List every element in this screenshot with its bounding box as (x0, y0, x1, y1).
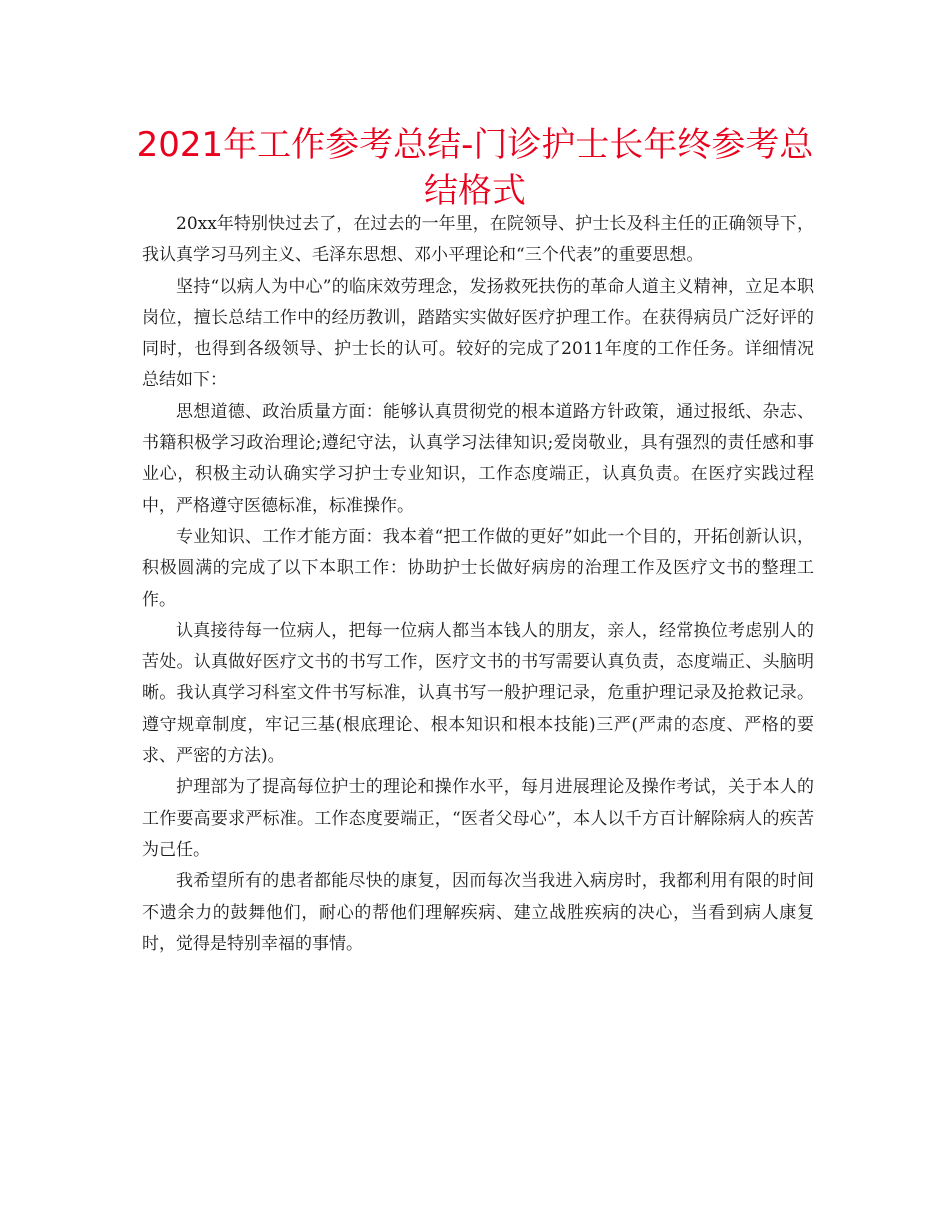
paragraph: 我希望所有的患者都能尽快的康复，因而每次当我进入病房时，我都利用有限的时间不遗余力的鼓舞他们，耐心的帮他们理解疾病、建立战胜疾病的决心，当看到病人康复时，觉得是特别幸福的事情。 (142, 871, 814, 954)
paragraph: 坚持“以病人为中心”的临床效劳理念，发扬救死扶伤的革命人道主义精神，立足本职岗位，擅长总结工作中的经历教训，踏踏实实做好医疗护理工作。在获得病员广泛好评的同时，也得到各级领导、护士长的认可。较好的完成了2011年度的工作任务。详细情况总结如下： (142, 276, 814, 391)
document-body (142, 209, 814, 960)
paragraph: 20xx年特别快过去了，在过去的一年里，在院领导、护士长及科主任的正确领导下，我认真学习马列主义、毛泽东思想、邓小平理论和“三个代表”的重要思想。 (142, 214, 814, 266)
paragraph: 认真接待每一位病人，把每一位病人都当本钱人的朋友，亲人，经常换位考虑别人的苦处。认真做好医疗文书的书写工作，医疗文书的书写需要认真负责，态度端正、头脑明晰。我认真学习科室文件书写标准，认真书写一般护理记录，危重护理记录及抢救记录。遵守规章制度，牢记三基(根底理论、根本知识和根本技能)三严(严肃的态度、严格的要求、严密的方法)。 (142, 620, 814, 767)
document-title: 2021年工作参考总结-门诊护士长年终参考总结格式 (136, 125, 814, 211)
paragraph: 护理部为了提高每位护士的理论和操作水平，每月进展理论及操作考试，关于本人的工作要高要求严标准。工作态度要端正，“医者父母心”，本人以千方百计解除病人的疾苦为己任。 (142, 777, 814, 860)
paragraph: 思想道德、政治质量方面：能够认真贯彻党的根本道路方针政策，通过报纸、杂志、书籍积极学习政治理论;遵纪守法，认真学习法律知识;爱岗敬业，具有强烈的责任感和事业心，积极主动认确实学习护士专业知识，工作态度端正，认真负责。在医疗实践过程中，严格遵守医德标准，标准操作。 (142, 401, 814, 516)
paragraph: 专业知识、工作才能方面：我本着“把工作做的更好”如此一个目的，开拓创新认识，积极圆满的完成了以下本职工作：协助护士长做好病房的治理工作及医疗文书的整理工作。 (142, 526, 814, 610)
